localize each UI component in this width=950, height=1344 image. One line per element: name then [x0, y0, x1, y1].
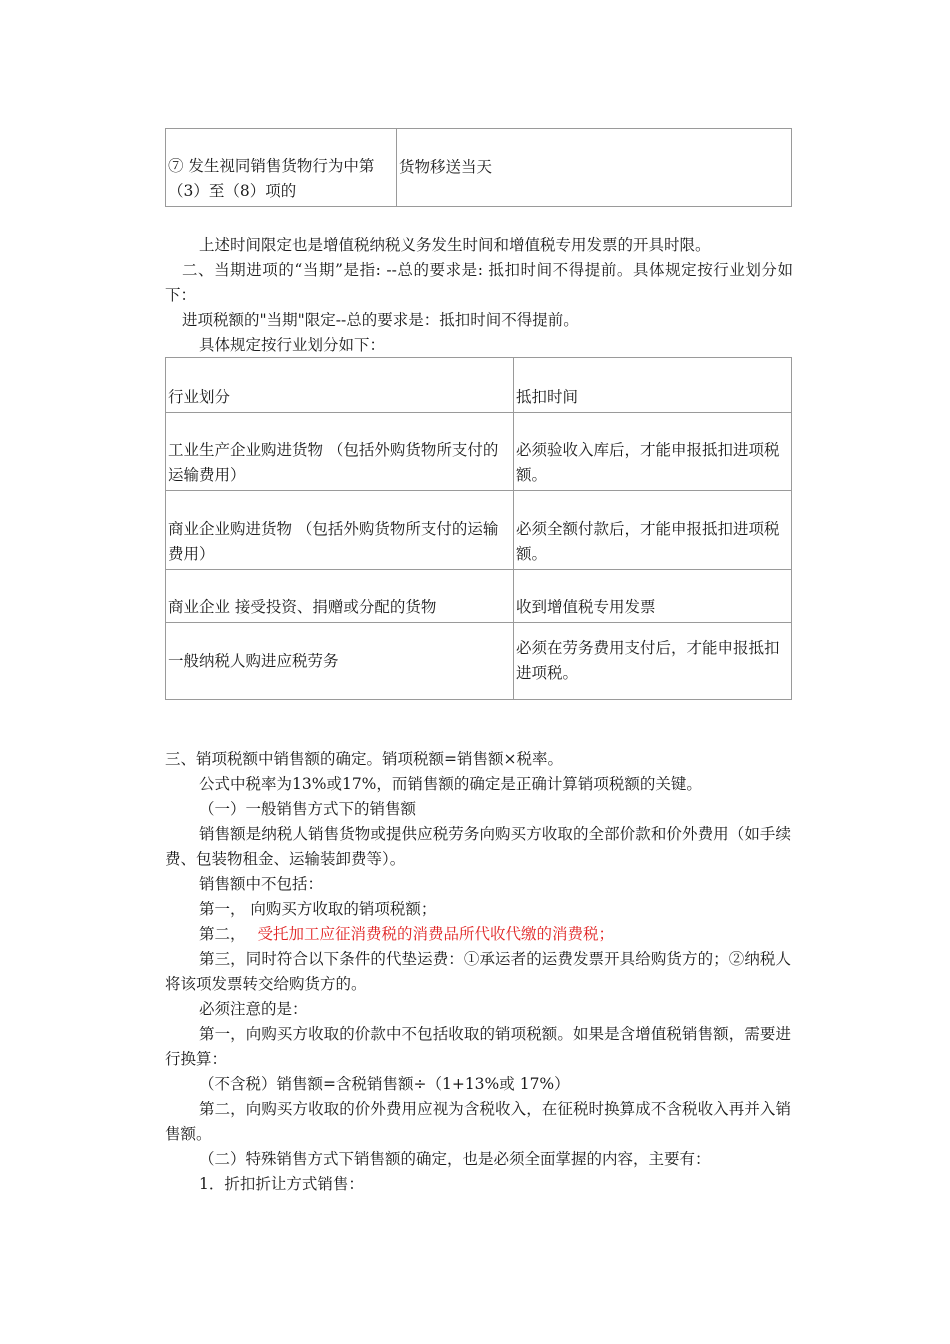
paragraph-note-1: 第一，向购买方收取的价款中不包括收取的销项税额。如果是含增值税销售额，需要进行换算： [165, 1025, 791, 1068]
paragraph-exclusion-2 [165, 922, 791, 947]
table-deduction-timing [165, 357, 792, 700]
table-row [166, 623, 792, 700]
paragraph-exclusion-1: 第一， 向购买方收取的销项税额； [199, 900, 437, 918]
paragraph-note-2: 第二，向购买方收取的价外费用应视为含税收入，在征税时换算成不含税收入再并入销售额。 [165, 1100, 791, 1143]
paragraph-exclusion-3: 第三，同时符合以下条件的代垫运费：①承运者的运费发票开具给购货方的；②纳税人将该项发票转交给购货方的。 [165, 950, 791, 993]
table-row [166, 129, 792, 207]
list-item-discount-sales: 1．折扣折让方式销售： [199, 1175, 364, 1193]
exclusion-2-highlight: 受托加工应征消费税的消费品所代收代缴的消费税； [257, 925, 615, 943]
paragraph-time-limit: 上述时间限定也是增值税纳税义务发生时间和增值税专用发票的开具时限。 [199, 236, 711, 254]
table-cell-time: 必须在劳务费用支付后，才能申报抵扣进项税。 [514, 623, 792, 700]
table-cell-industry: 工业生产企业购进货物 （包括外购货物所支付的运输费用） [166, 413, 514, 491]
table-cell-condition: ⑦ 发生视同销售货物行为中第（3）至（8）项的 [166, 129, 397, 207]
table-header-row [166, 358, 792, 413]
table-header-time: 抵扣时间 [514, 358, 792, 413]
table-row [166, 570, 792, 623]
table-row [166, 413, 792, 491]
table-cell-time: 必须验收入库后，才能申报抵扣进项税额。 [514, 413, 792, 491]
paragraph-conversion-formula: （不含税）销售额=含税销售额÷（1+13%或 17%） [199, 1075, 570, 1093]
table-header-industry: 行业划分 [166, 358, 514, 413]
table-cell-time: 货物移送当天 [397, 129, 792, 207]
paragraph-note-title: 必须注意的是： [199, 1000, 308, 1018]
table-cell-industry: 商业企业 接受投资、捐赠或分配的货物 [166, 570, 514, 623]
paragraph-formula-note: 公式中税率为13%或17%，而销售额的确定是正确计算销项税额的关键。 [199, 775, 702, 793]
table-row [166, 491, 792, 570]
paragraph-input-tax-period: 进项税额的"当期"限定--总的要求是：抵扣时间不得提前。 [182, 311, 579, 329]
table-cell-time: 收到增值税专用发票 [514, 570, 792, 623]
table-cell-industry: 商业企业购进货物 （包括外购货物所支付的运输费用） [166, 491, 514, 570]
subsection-general-sales: （一）一般销售方式下的销售额 [199, 800, 417, 818]
paragraph-current-period: 二、当期进项的“当期”是指: --总的要求是: 抵扣时间不得提前。具体规定按行业划分如下： [165, 261, 793, 304]
subsection-special-sales: （二）特殊销售方式下销售额的确定，也是必须全面掌握的内容，主要有： [199, 1150, 711, 1168]
paragraph-exclusions-title: 销售额中不包括： [199, 875, 324, 893]
table-deemed-sale-timing [165, 128, 792, 207]
section-3-title: 三、销项税额中销售额的确定。销项税额=销售额×税率。 [165, 750, 563, 768]
paragraph-sales-definition: 销售额是纳税人销售货物或提供应税劳务向购买方收取的全部价款和价外费用（如手续费、包装物租金、运输装卸费等）。 [165, 825, 791, 868]
paragraph-by-industry: 具体规定按行业划分如下： [199, 336, 386, 354]
table-cell-time: 必须全额付款后，才能申报抵扣进项税额。 [514, 491, 792, 570]
table-cell-industry: 一般纳税人购进应税劳务 [166, 623, 514, 700]
exclusion-2-prefix: 第二， [199, 925, 246, 943]
